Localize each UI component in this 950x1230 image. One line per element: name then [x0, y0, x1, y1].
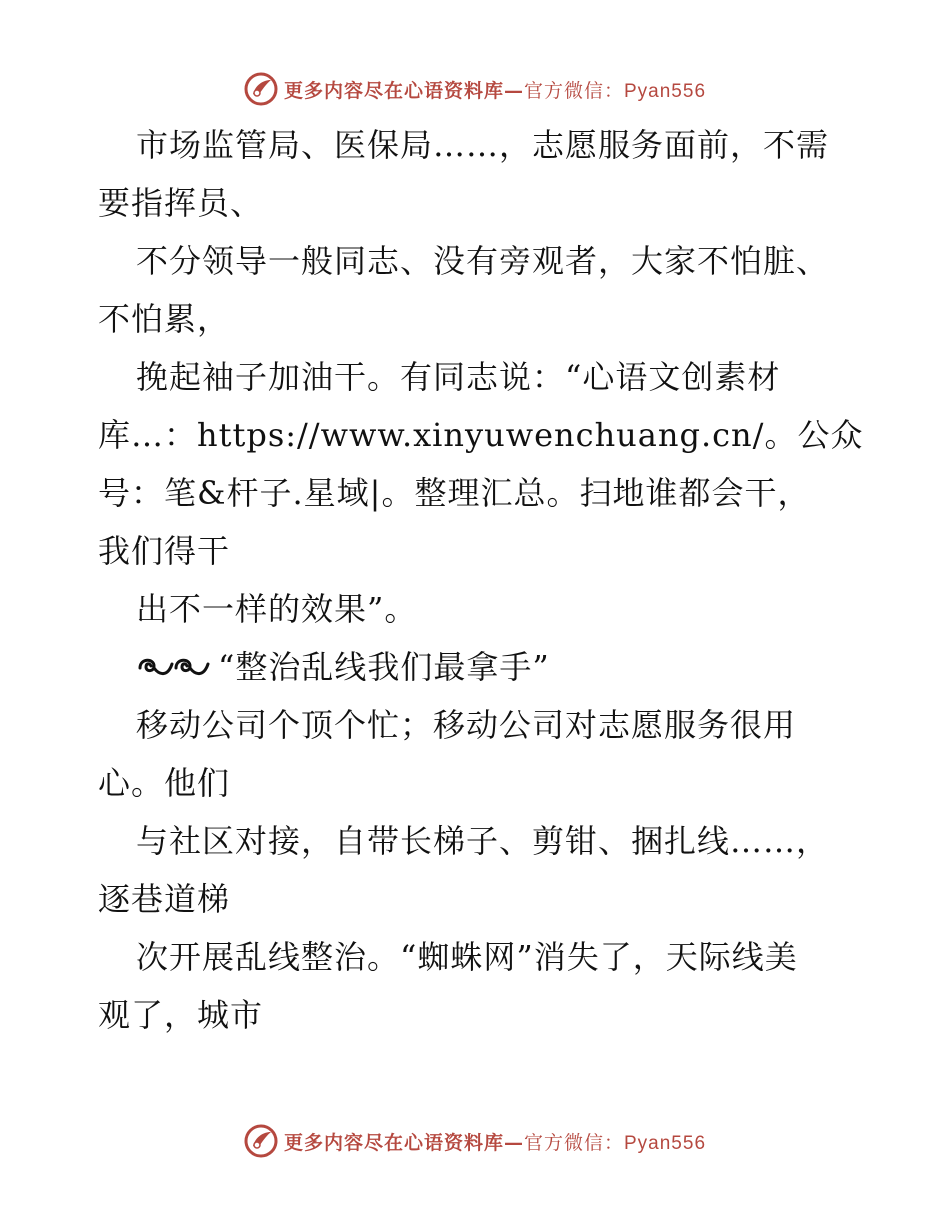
- xinyu-logo-icon: [244, 1124, 278, 1158]
- text-line: 我们得干: [98, 532, 231, 570]
- text-line: 移动公司个顶个忙；移动公司对志愿服务很用: [136, 706, 797, 744]
- text-line: 号：笔&杆子.星域|。整理汇总。扫地谁都会干，: [98, 474, 811, 512]
- header-wechat: 官方微信：Pyan556: [524, 80, 707, 102]
- footer-banner: 更多内容尽在心语资料库—: [283, 1131, 524, 1154]
- document-body: [98, 116, 878, 1044]
- text-line: 不怕累，: [98, 300, 231, 338]
- footer-banner-text: [284, 1128, 706, 1155]
- section-heading-text: “整治乱线我们最拿手”: [218, 648, 550, 686]
- header-banner-text: [284, 76, 706, 103]
- header-banner: 更多内容尽在心语资料库—: [283, 79, 524, 102]
- text-line: 观了，城市: [98, 996, 264, 1034]
- text-line: 次开展乱线整治。“蜘蛛网”消失了，天际线美: [136, 938, 798, 976]
- text-line: 心。他们: [98, 764, 231, 802]
- text-line: 与社区对接，自带长梯子、剪钳、捆扎线……，: [136, 822, 830, 860]
- text-line: 库…：https://www.xinyuwenchuang.cn/。公众: [98, 416, 864, 454]
- section-heading: [98, 638, 878, 696]
- xinyu-logo-icon: [244, 72, 278, 106]
- page-header: [0, 72, 950, 106]
- text-line: 要指挥员、: [98, 184, 264, 222]
- text-line: 市场监管局、医保局……，志愿服务面前，不需: [136, 126, 830, 164]
- text-line: 出不一样的效果”。: [136, 590, 418, 628]
- page-footer: [0, 1124, 950, 1158]
- footer-wechat: 官方微信：Pyan556: [524, 1132, 707, 1154]
- scroll-ornament-icon: [136, 652, 214, 682]
- text-line: 挽起袖子加油干。有同志说：“心语文创素材: [136, 358, 781, 396]
- text-line: 逐巷道梯: [98, 880, 231, 918]
- text-line: 不分领导一般同志、没有旁观者，大家不怕脏、: [136, 242, 830, 280]
